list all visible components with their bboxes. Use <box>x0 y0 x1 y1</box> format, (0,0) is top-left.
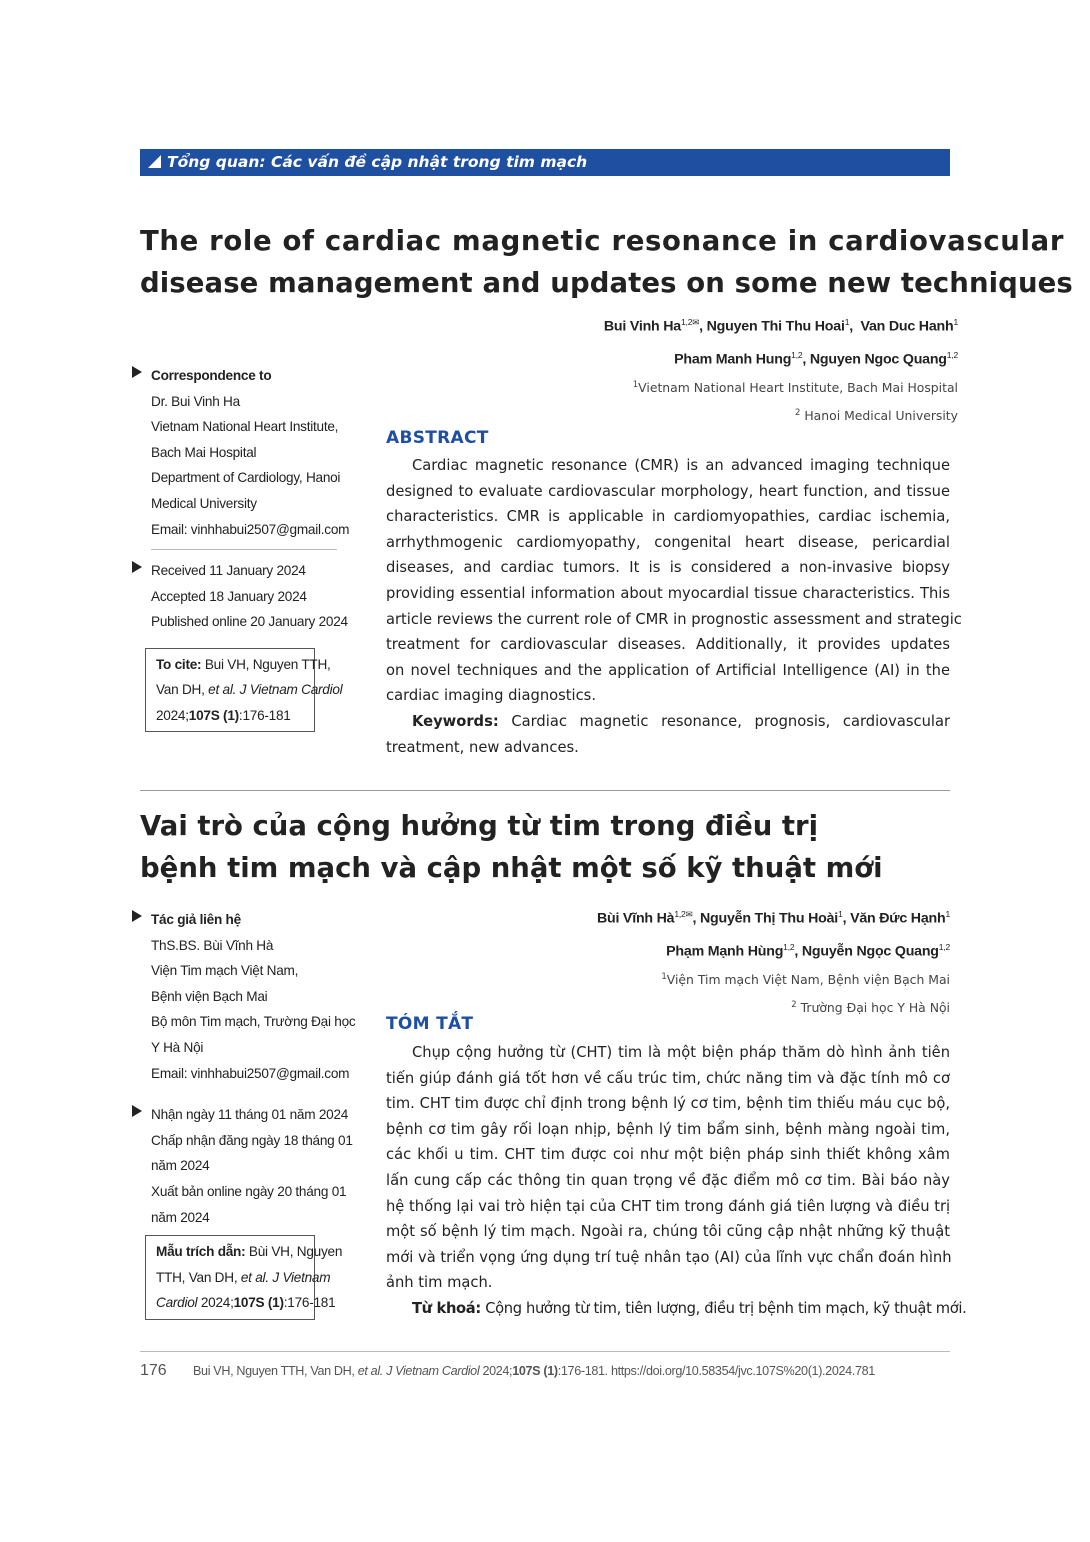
cite-text: 2024; <box>156 707 189 723</box>
affiliation-sup: 2 <box>794 407 801 418</box>
published-date: Xuất bản online ngày 20 tháng 01 <box>151 1183 347 1199</box>
author-sup: 1,2✉ <box>681 317 700 327</box>
english-title <box>140 220 1073 304</box>
correspondence-line: Medical University <box>151 495 257 511</box>
affiliation-text: Trường Đại học Y Hà Nội <box>800 999 950 1015</box>
cite-label: Mẫu trích dẫn: <box>156 1244 246 1260</box>
abstract-body <box>386 453 962 760</box>
cite-box <box>145 1235 343 1320</box>
english-authors <box>604 308 958 428</box>
accepted-date: Chấp nhận đăng ngày 18 tháng 01 <box>151 1132 353 1148</box>
author-name: Phạm Mạnh Hùng <box>666 943 784 960</box>
abstract-line: arrhythmogenic cardiomyopathy, congenital heart disease, pericardial <box>386 533 950 551</box>
correspondence-line: Bach Mai Hospital <box>151 444 257 460</box>
footer-divider <box>140 1351 950 1352</box>
affiliation <box>604 401 958 428</box>
correspondence-line: ThS.BS. Bùi Vĩnh Hà <box>151 937 274 953</box>
affiliation <box>597 965 950 992</box>
english-title-line-1: The role of cardiac magnetic resonance in cardiovascular <box>140 225 1065 257</box>
footer-cite-journal: et al. J Vietnam Cardiol <box>357 1364 480 1378</box>
arrow-right-icon <box>132 1105 142 1117</box>
abstract-line: bệnh cơ tim gây rối loạn nhịp, bệnh lý tim bẩm sinh, bệnh màng ngoài tim, <box>386 1120 950 1138</box>
abstract-line: on novel techniques and the application of Artificial Intelligence (AI) in the <box>386 661 950 679</box>
correspondence-heading: Tác giả liên hệ <box>151 912 241 927</box>
author-line-2: Pham Manh Hung$^{1,2}$, Nguyen Ngoc Quang$^{1,2}$ <box>674 349 958 368</box>
abstract-line: tiến giúp đánh giá tốt hơn về cấu trúc tim, chức năng tim và đặc tính mô cơ <box>386 1069 950 1087</box>
received-date: Nhận ngày 11 tháng 01 năm 2024 <box>151 1107 349 1123</box>
author-name: Nguyễn Ngọc Quang <box>801 943 939 960</box>
affiliation-text: Hanoi Medical University <box>804 407 958 423</box>
footer-cite-text: Bui VH, Nguyen TTH, Van DH, <box>193 1364 358 1378</box>
cite-text: Bui VH, Nguyen TTH, <box>204 656 331 672</box>
correspondence-line: Y Hà Nội <box>151 1039 204 1055</box>
english-sidebar <box>132 363 350 732</box>
author-name: Bui Vinh Ha <box>603 318 681 335</box>
cite-journal: et al. J Vietnam <box>240 1269 331 1285</box>
dates-block <box>132 558 348 635</box>
sidebar-divider <box>151 549 337 550</box>
footer-citation <box>193 1364 875 1378</box>
correspondence-heading: Correspondence to <box>151 368 272 383</box>
correspondence-line: Department of Cardiology, Hanoi <box>151 470 341 486</box>
vietnamese-title-line-2: bệnh tim mạch và cập nhật một số kỹ thuật mới <box>140 852 883 884</box>
cite-text: TTH, Van DH, <box>156 1269 241 1285</box>
abstract-line: một số bệnh lý tim mạch. Ngoài ra, chúng tôi cũng cập nhật những kỹ thuật <box>386 1223 950 1241</box>
abstract-heading: ABSTRACT <box>386 428 489 448</box>
cite-volume: 107S (1) <box>188 707 239 723</box>
published-date: năm 2024 <box>151 1209 210 1225</box>
dates-block <box>132 1102 353 1230</box>
abstract-line: các khối u tim. CHT tim được coi như một biện pháp sinh thiết không xâm <box>386 1146 950 1164</box>
correspondence-line: Viện Tim mạch Việt Nam, <box>151 963 299 979</box>
author-name: Pham Manh Hung <box>674 351 792 368</box>
correspondence-email[interactable]: Email: vinhhabui2507@gmail.com <box>151 521 350 537</box>
affiliation-text: Viện Tim mạch Việt Nam, Bệnh viện Bạch Mai <box>666 972 950 988</box>
abstract-line: designed to evaluate cardiovascular morphology, heart function, and tissue <box>386 482 950 500</box>
author-name: Nguyễn Thị Thu Hoài <box>699 910 839 927</box>
published-date: Published online 20 January 2024 <box>151 614 348 630</box>
correspondence-block <box>132 907 356 1086</box>
keywords-label: Keywords: <box>412 712 499 730</box>
vietnamese-sidebar <box>132 907 356 1320</box>
abstract-line: tim. CHT tim được chỉ định trong bệnh lý cơ tim, bệnh tim thiếu máu cục bộ, <box>386 1095 950 1113</box>
affiliation <box>597 993 950 1020</box>
cite-journal: et al. J Vietnam Cardiol <box>208 682 343 698</box>
abstract-line: Cardiac magnetic resonance (CMR) is an advanced imaging technique <box>412 457 950 474</box>
cite-text: Van DH, <box>156 682 209 698</box>
vietnamese-title <box>140 805 952 889</box>
page-number: 176 <box>140 1362 167 1379</box>
author-line-1: Bui Vinh $Ha^{1,2✉}$, Nguyen Thi Thu Hoai$^1$, Van Duc Hanh$^1$ <box>603 317 958 335</box>
arrow-right-icon <box>132 910 142 922</box>
correspondence-email[interactable]: Email: vinhhabui2507@gmail.com <box>151 1065 350 1081</box>
cite-journal: Cardiol <box>156 1295 198 1311</box>
footer-cite-volume: 107S (1) <box>512 1364 558 1378</box>
accepted-date: Accepted 18 January 2024 <box>151 588 307 604</box>
correspondence-line: Bộ môn Tim mạch, Trường Đại học <box>151 1014 356 1030</box>
footer-cite-text: 2024; <box>479 1364 513 1378</box>
cite-pages: :176-181 <box>238 707 291 723</box>
vietnamese-authors <box>597 900 950 1020</box>
abstract-line: ảnh tim mạch. <box>386 1274 493 1292</box>
abstract-line: providing essential information about myocardial tissue characteristics. This <box>386 584 950 602</box>
correspondence-line: Dr. Bui Vinh Ha <box>151 393 240 409</box>
affiliation-sup: 1 <box>661 972 667 983</box>
affiliation-sup: 2 <box>791 999 797 1010</box>
abstract-line: article reviews the current role of CMR in prognostic assessment and strategic <box>386 610 962 628</box>
abstract-line: treatment for cardiovascular diseases. Additionally, it provides updates <box>386 636 950 654</box>
author-line-1: Bùi Vĩnh $Hà^{1,2✉}$, Nguyễn Thị Thu Hoài$^1$, Văn Đức Hạnh$^1$ <box>596 909 950 927</box>
section-divider <box>140 790 950 791</box>
author-sup: 1,2 <box>791 349 803 360</box>
cite-box <box>145 648 343 733</box>
author-name: Bùi Vĩnh Hà <box>596 910 675 927</box>
abstract-line: lấn cung cấp các thông tin quan trọng về đặc điểm mô cơ tim. Bài báo này <box>386 1171 950 1189</box>
author-name: Van Duc Hanh <box>860 318 954 335</box>
correspondence-line: Vietnam National Heart Institute, <box>151 419 339 435</box>
abstract-line: Chụp cộng hưởng từ (CHT) tim là một biện pháp thăm dò hình ảnh tiên <box>412 1044 950 1061</box>
author-sup: 1,2✉ <box>674 909 693 919</box>
english-title-line-2: disease management and updates on some new techniques <box>140 267 1073 299</box>
abstract-line: cardiac imaging diagnostics. <box>386 687 597 705</box>
author-sup: 1 <box>838 909 843 919</box>
accepted-date: năm 2024 <box>151 1158 210 1174</box>
author-sup: 1 <box>953 317 958 327</box>
author-name: Nguyen Thi Thu Hoai <box>706 318 845 335</box>
abstract-line: mới và triển vọng ứng dụng trí tuệ nhân tạo (AI) của lĩnh vực chẩn đoán hình <box>386 1248 952 1266</box>
arrow-right-icon <box>132 561 142 573</box>
affiliation-text: Vietnam National Heart Institute, Bach Mai Hospital <box>638 380 958 396</box>
abstract-line: characteristics. CMR is applicable in cardiomyopathies, cardiac ischemia, <box>386 508 950 526</box>
author-sup: 1,2 <box>946 349 958 360</box>
abstract-line: hệ thống lại vai trò hiện tại của CHT tim trong đánh giá tiên lượng và điều trị <box>386 1197 951 1215</box>
affiliation-sup: 1 <box>632 380 639 391</box>
author-sup: 1,2 <box>938 941 950 952</box>
arrow-right-icon <box>132 366 142 378</box>
section-banner <box>140 149 950 176</box>
author-sup: 1,2 <box>783 941 795 952</box>
cite-text: 2024; <box>197 1295 234 1311</box>
cite-label: To cite: <box>156 656 202 672</box>
cite-pages: :176-181 <box>283 1295 336 1311</box>
cite-text: Bùi VH, Nguyen <box>245 1244 343 1260</box>
cite-volume: 107S (1) <box>233 1295 284 1311</box>
author-sup: 1 <box>945 909 950 919</box>
author-sup: 1 <box>844 317 850 327</box>
keywords-text: Cộng hưởng từ tim, tiên lượng, điều trị bệnh tim mạch, kỹ thuật mới. <box>485 1299 967 1317</box>
author-name: Nguyen Ngoc Quang <box>809 351 947 368</box>
section-label: Tổng quan: Các vấn đề cập nhật trong tim mạch <box>167 153 588 171</box>
footer-doi-link[interactable]: :176-181. https://doi.org/10.58354/jvc.107S%20(1).2024.781 <box>557 1364 875 1378</box>
correspondence-line: Bệnh viện Bạch Mai <box>151 988 268 1004</box>
affiliation <box>604 373 958 400</box>
triangle-icon <box>148 155 161 168</box>
vietnamese-title-line-1: Vai trò của cộng hưởng từ tim trong điều trị <box>140 810 819 842</box>
keywords-text: treatment, new advances. <box>386 738 579 756</box>
received-date: Received 11 January 2024 <box>151 563 306 579</box>
author-name: Văn Đức Hạnh <box>850 910 946 927</box>
correspondence-block <box>132 363 350 542</box>
abstract-line: diseases, and cardiac tumors. It is is considered a non-invasive biopsy <box>386 559 950 577</box>
keywords-line <box>386 1296 967 1322</box>
tom-tat-body <box>386 1040 967 1322</box>
keywords-line <box>386 709 950 735</box>
author-line-2: Phạm Mạnh Hùng$^{1,2}$, Nguyễn Ngọc Quang$^{1,2}$ <box>666 941 950 960</box>
keywords-label: Từ khoá: <box>412 1299 481 1317</box>
tom-tat-heading: TÓM TẮT <box>386 1014 474 1034</box>
keywords-text: Cardiac magnetic resonance, prognosis, cardiovascular <box>511 712 950 730</box>
